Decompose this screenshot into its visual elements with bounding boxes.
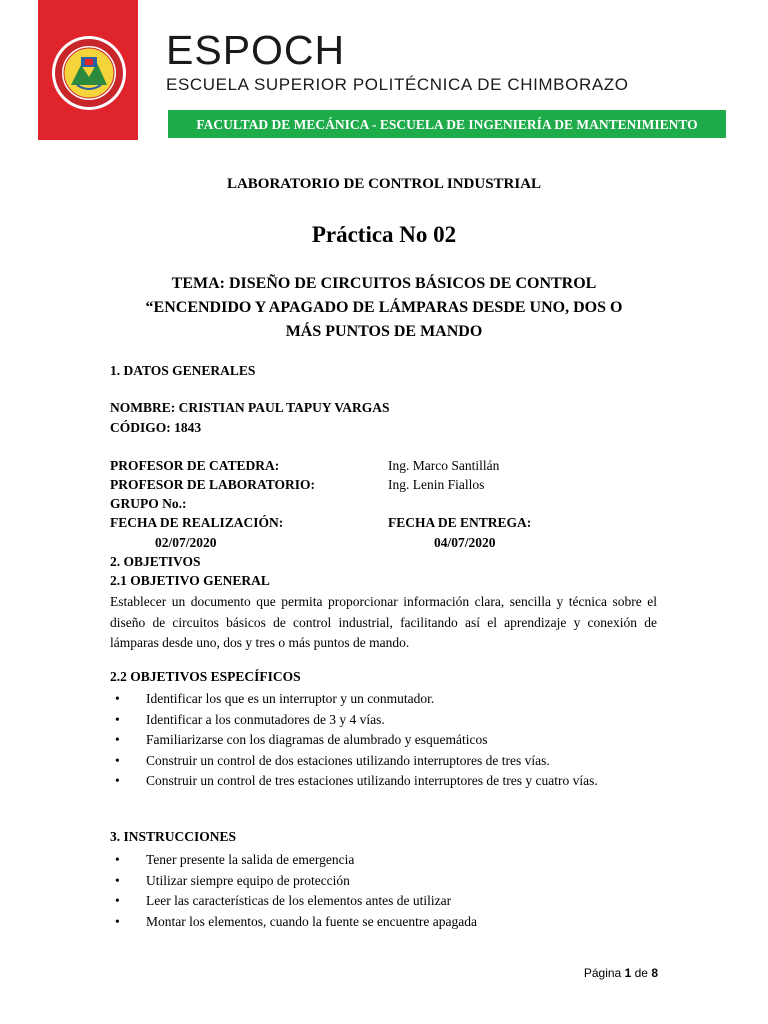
page-number	[584, 966, 658, 980]
list-item-text: Tener presente la salida de emergencia	[146, 852, 355, 867]
list-item-text: Leer las características de los elementos antes de utilizar	[146, 893, 452, 908]
list-item	[110, 850, 657, 871]
university-seal-icon	[51, 35, 127, 111]
code-label: CÓDIGO:	[110, 420, 171, 435]
bullet-icon: •	[115, 913, 120, 929]
tema-line-3: MÁS PUNTOS DE MANDO	[285, 323, 483, 340]
list-item	[110, 891, 657, 912]
list-item	[110, 689, 657, 710]
prof-lab-value: Ing. Lenin Fiallos	[388, 477, 485, 492]
list-item-text: Identificar a los conmutadores de 3 y 4 vías.	[146, 711, 385, 727]
fecha-entrega-value: 04/07/2020	[434, 535, 496, 550]
student-code	[110, 420, 201, 436]
list-item-text: Utilizar siempre equipo de protección	[146, 872, 350, 888]
list-item	[110, 730, 657, 751]
fecha-realizacion-value: 02/07/2020	[155, 535, 217, 550]
bullet-icon: •	[115, 732, 120, 747]
page-total: 8	[651, 966, 658, 980]
list-item-text: Construir un control de tres estaciones utilizando interruptores de tres y cuatro vías.	[146, 773, 598, 788]
bullet-icon: •	[115, 691, 120, 706]
list-item-text: Identificar los que es un interruptor y un conmutador.	[146, 691, 435, 706]
bullet-icon: •	[115, 893, 120, 908]
list-item-text: Montar los elementos, cuando la fuente se encuentre apagada	[146, 913, 477, 929]
bullet-icon: •	[115, 852, 120, 867]
objetivos-especificos-list	[110, 689, 657, 792]
tema-line-2: “ENCENDIDO Y APAGADO DE LÁMPARAS DESDE UNO, DOS O	[145, 299, 623, 316]
student-name: NOMBRE: CRISTIAN PAUL TAPUY VARGAS	[110, 400, 390, 415]
group-label: GRUPO No.:	[110, 496, 187, 511]
prof-catedra-label: PROFESOR DE CATEDRA:	[110, 458, 280, 473]
objetivos-especificos-heading: 2.2 OBJETIVOS ESPECÍFICOS	[110, 669, 301, 684]
list-item	[110, 771, 657, 792]
brand-name: ESPOCH	[166, 27, 346, 73]
lab-title: LABORATORIO DE CONTROL INDUSTRIAL	[226, 176, 542, 192]
fecha-entrega-label: FECHA DE ENTREGA:	[388, 515, 532, 530]
tema-title	[0, 272, 768, 344]
bullet-icon: •	[115, 773, 120, 788]
list-item	[110, 751, 657, 772]
list-item	[110, 710, 657, 731]
faculty-label: FACULTAD DE MECÁNICA - ESCUELA DE INGENIERÍA DE MANTENIMIENTO	[196, 117, 698, 132]
bullet-icon: •	[115, 752, 120, 768]
section-heading-instrucciones: 3. INSTRUCCIONES	[110, 829, 237, 844]
objetivo-general-text: Establecer un documento que permita proporcionar información clara, sencilla y técnica sobre el diseño de circuitos básicos de control industrial, facilitando así el aprendizaje y conexión de lámparas desde uno, dos y tres o más puntos de mando.	[110, 594, 657, 650]
bullet-icon: •	[115, 872, 120, 888]
section-heading-objetivos: 2. OBJETIVOS	[110, 554, 201, 569]
bullet-icon: •	[115, 711, 120, 727]
prof-catedra-value: Ing. Marco Santillán	[388, 458, 500, 473]
list-item-text: Construir un control de dos estaciones utilizando interruptores de tres vías.	[146, 752, 550, 768]
instrucciones-list	[110, 850, 657, 932]
list-item	[110, 871, 657, 892]
page-current: 1	[624, 966, 632, 980]
section-heading-datos: 1. DATOS GENERALES	[110, 363, 256, 378]
list-item	[110, 912, 657, 933]
objetivo-general-heading: 2.1 OBJETIVO GENERAL	[110, 573, 270, 588]
page-of: de	[634, 966, 648, 980]
tema-line-1: TEMA: DISEÑO DE CIRCUITOS BÁSICOS DE CONTROL	[171, 275, 597, 292]
page-word: Página	[583, 966, 622, 980]
list-item-text: Familiarizarse con los diagramas de alumbrado y esquemáticos	[146, 732, 488, 747]
fecha-realizacion-label: FECHA DE REALIZACIÓN:	[110, 515, 284, 530]
code-value: 1843	[174, 420, 202, 435]
brand-subtitle: ESCUELA SUPERIOR POLITÉCNICA DE CHIMBORAZO	[166, 75, 629, 94]
practice-title: Práctica No 02	[311, 222, 457, 247]
prof-lab-label: PROFESOR DE LABORATORIO:	[110, 477, 316, 492]
